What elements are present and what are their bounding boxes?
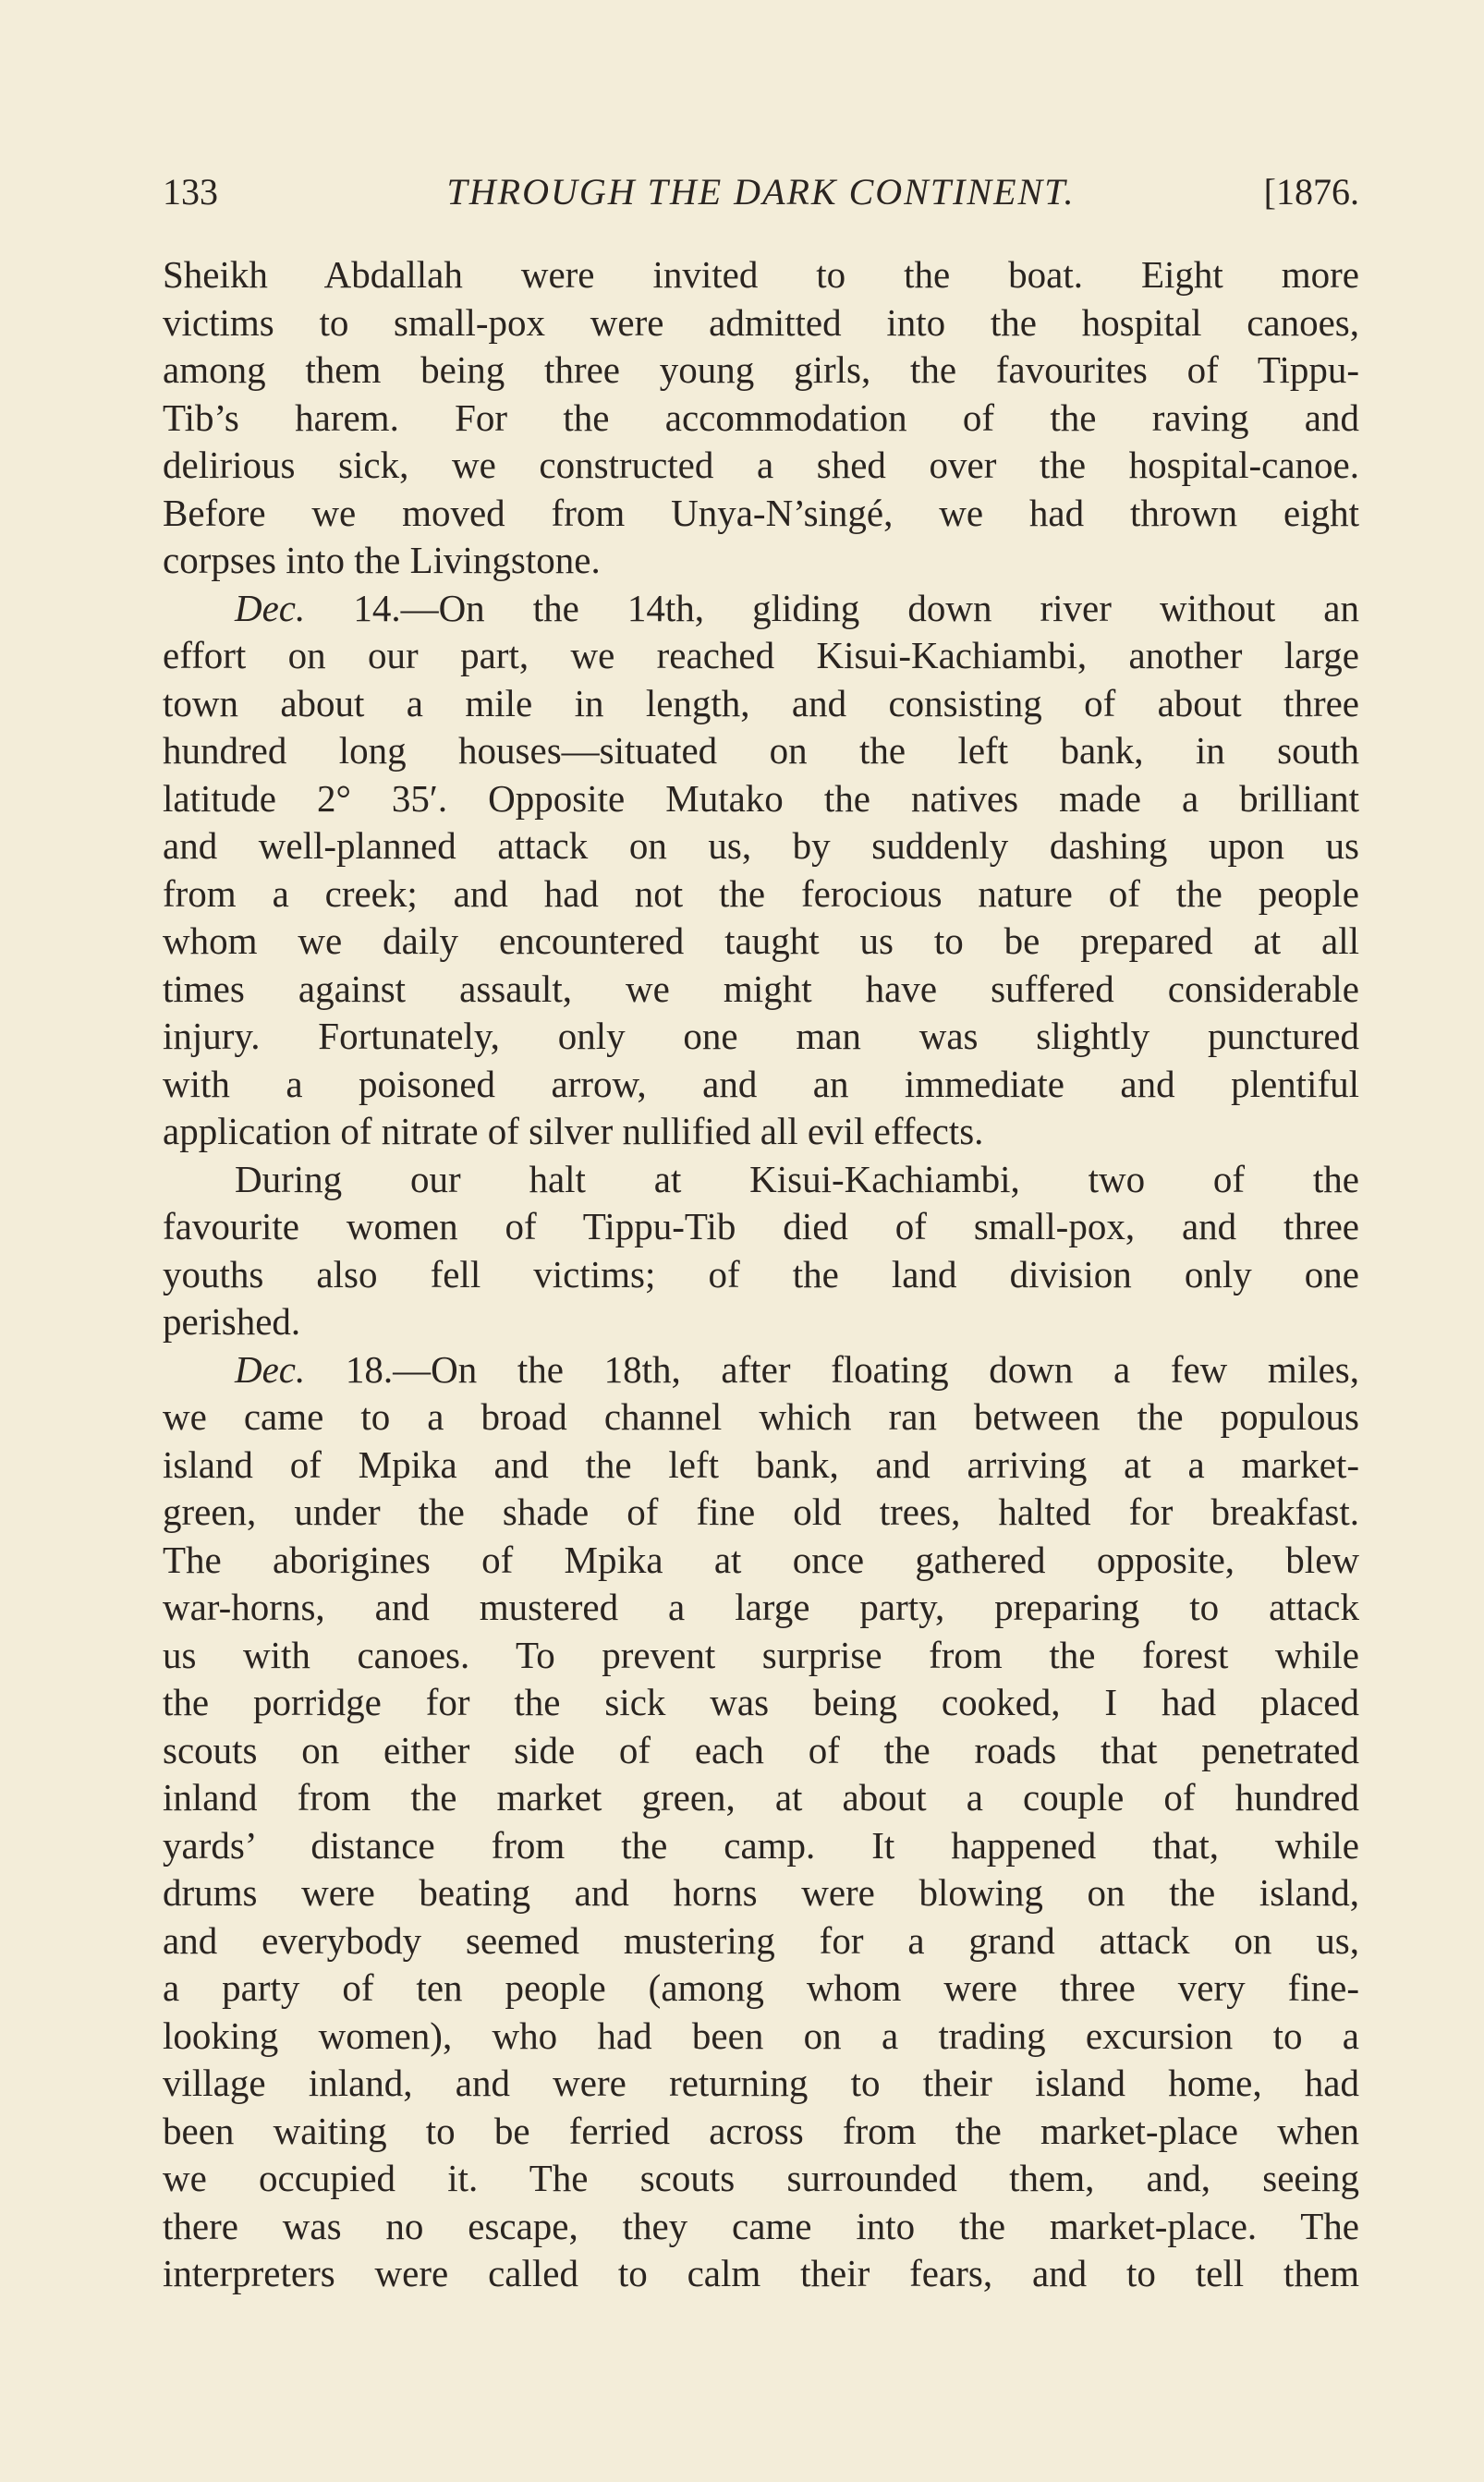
text-line: victims to small-pox were admitted into the hospital canoes, (163, 300, 1359, 344)
date-label: Dec. (235, 1347, 306, 1391)
header-year: [1876. (1263, 171, 1359, 213)
text-line: Dec. 14.—On the 14th, gliding down river without an (235, 586, 1359, 629)
text-line: inland from the market green, at about a couple of hundred (163, 1776, 1359, 1819)
text-line: among them being three young girls, the favourites of Tippu- (163, 348, 1359, 391)
text-line: times against assault, we might have suffered considerable (163, 967, 1359, 1010)
text-line: there was no escape, they came into the market-place. The (163, 2204, 1359, 2247)
text-line: village inland, and were returning to their island home, had (163, 2062, 1359, 2104)
date-label: Dec. (235, 586, 306, 629)
body-text (163, 251, 1359, 2298)
text-line: been waiting to be ferried across from the market-place when (163, 2109, 1359, 2152)
text-line: hundred long houses—situated on the left bank, in south (163, 729, 1359, 772)
text-line: delirious sick, we constructed a shed over the hospital-canoe. (163, 444, 1359, 486)
text-line: and well-planned attack on us, by suddenly dashing upon us (163, 824, 1359, 867)
text-line: application of nitrate of silver nullified all evil effects. (163, 1110, 984, 1152)
page-number: 133 (163, 171, 218, 213)
text-line: drums were beating and horns were blowing on the island, (163, 1871, 1359, 1914)
text-line: During our halt at Kisui-Kachiambi, two of the (235, 1157, 1359, 1200)
text-line: favourite women of Tippu-Tib died of small-pox, and three (163, 1205, 1359, 1247)
text-line: The aborigines of Mpika at once gathered opposite, blew (163, 1538, 1359, 1581)
text-line: perished. (163, 1300, 301, 1343)
text-line: island of Mpika and the left bank, and arriving at a market- (163, 1442, 1359, 1486)
text-line: scouts on either side of each of the roads that penetrated (163, 1728, 1359, 1771)
text-line: yards’ distance from the camp. It happened that, while (163, 1823, 1359, 1867)
text-line: whom we daily encountered taught us to be prepared at all (163, 919, 1359, 962)
text-line: war-horns, and mustered a large party, preparing to attack (163, 1586, 1359, 1628)
running-title: THROUGH THE DARK CONTINENT. (446, 171, 1076, 213)
text-line: Before we moved from Unya-N’singé, we had thrown eight (163, 491, 1359, 534)
text-line: town about a mile in length, and consisting of about three (163, 681, 1359, 724)
text-line: and everybody seemed mustering for a grand attack on us, (163, 1918, 1359, 1962)
text-line: injury. Fortunately, only one man was slightly punctured (163, 1015, 1359, 1057)
text-line: effort on our part, we reached Kisui-Kachiambi, another large (163, 634, 1359, 676)
text-line: Dec. 18.—On the 18th, after floating down a few miles, (235, 1347, 1359, 1391)
text-line: looking women), who had been on a trading excursion to a (163, 2014, 1359, 2057)
text-line: youths also fell victims; of the land division only one (163, 1252, 1359, 1296)
text-line: the porridge for the sick was being cooked, I had placed (163, 1681, 1359, 1723)
text-line: us with canoes. To prevent surprise from the forest while (163, 1633, 1359, 1676)
text-line: from a creek; and had not the ferocious nature of the people (163, 871, 1359, 915)
page-header (163, 164, 1359, 220)
text-line: with a poisoned arrow, and an immediate and plentiful (163, 1062, 1359, 1105)
text-line: interpreters were called to calm their fears, and to tell them (163, 2252, 1359, 2294)
text-line: we occupied it. The scouts surrounded them, and, seeing (163, 2157, 1359, 2199)
text-line: a party of ten people (among whom were three very fine- (163, 1966, 1359, 2009)
text-line: green, under the shade of fine old trees, halted for breakfast. (163, 1490, 1359, 1533)
text-line: Sheikh Abdallah were invited to the boat. Eight more (163, 253, 1359, 296)
text-line: we came to a broad channel which ran between the populous (163, 1395, 1359, 1438)
text-line: corpses into the Livingstone. (163, 539, 601, 581)
text-line: latitude 2° 35′. Opposite Mutako the natives made a brilliant (163, 776, 1359, 820)
text-line: Tib’s harem. For the accommodation of the raving and (163, 395, 1359, 439)
